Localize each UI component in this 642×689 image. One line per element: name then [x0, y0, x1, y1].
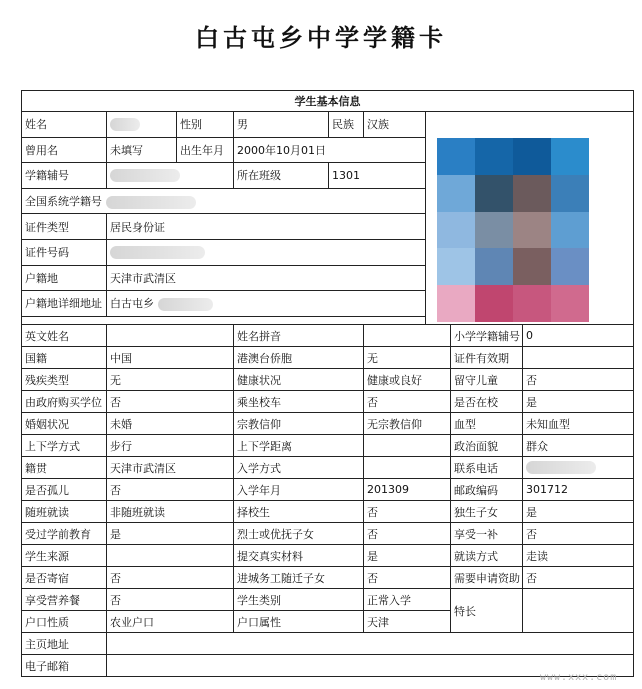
photo-tile: [551, 248, 589, 285]
class-label: 所在班级: [234, 163, 329, 189]
grid-label: 提交真实材料: [234, 545, 364, 567]
photo-tile: [475, 138, 513, 175]
grid-row: [22, 501, 634, 523]
grid-label: 姓名拼音: [234, 325, 364, 347]
grid-label: 户口属性: [234, 611, 364, 633]
grid-value: [107, 325, 234, 347]
photo-tile: [475, 248, 513, 285]
section-title: 学生基本信息: [22, 91, 634, 112]
grid-label: 血型: [451, 413, 523, 435]
grid-label: 需要申请资助: [451, 567, 523, 589]
grid-value: 是: [523, 501, 634, 523]
cert-no-label: 证件号码: [22, 239, 107, 265]
grid-label: 婚姻状况: [22, 413, 107, 435]
grid-label: 受过学前教育: [22, 523, 107, 545]
grid-value: 是: [523, 391, 634, 413]
name-value: [107, 112, 177, 138]
grid-row: [22, 391, 634, 413]
hukou-addr-label: 户籍地详细地址: [22, 291, 107, 317]
gender-value: 男: [234, 112, 329, 138]
photo-tile: [475, 285, 513, 322]
grid-row: [22, 435, 634, 457]
grid-label: 户口性质: [22, 611, 107, 633]
grid-value: 正常入学: [364, 589, 451, 611]
national-id-label: 全国系统学籍号: [25, 195, 102, 209]
grid-label: 国籍: [22, 347, 107, 369]
photo-tile: [437, 175, 475, 212]
grid-value: 未婚: [107, 413, 234, 435]
grid-label: 择校生: [234, 501, 364, 523]
photo-cell: [426, 112, 634, 325]
grid-label: 入学年月: [234, 479, 364, 501]
grid-label: 就读方式: [451, 545, 523, 567]
dob-label: 出生年月: [177, 137, 234, 163]
grid-value: 0: [523, 325, 634, 347]
grid-label: 入学方式: [234, 457, 364, 479]
grid-label: 证件有效期: [451, 347, 523, 369]
grid-value: 未知血型: [523, 413, 634, 435]
grid-label: 上下学距离: [234, 435, 364, 457]
photo-tile: [513, 175, 551, 212]
photo-tile: [437, 248, 475, 285]
grid-value: 否: [523, 369, 634, 391]
grid-value: 否: [107, 479, 234, 501]
email-label: 电子邮箱: [22, 655, 107, 677]
grid-row: [22, 413, 634, 435]
photo-tile: [513, 138, 551, 175]
grid-value: 步行: [107, 435, 234, 457]
grid-label: 享受营养餐: [22, 589, 107, 611]
grid-row: [22, 545, 634, 567]
grid-row: [22, 347, 634, 369]
photo-tile: [437, 285, 475, 322]
grid-value: [523, 347, 634, 369]
specialty-value: [523, 589, 634, 633]
photo-tile: [551, 138, 589, 175]
grid-value: 无: [107, 369, 234, 391]
grid-row: [22, 523, 634, 545]
grid-value: 301712: [523, 479, 634, 501]
grid-value: 走读: [523, 545, 634, 567]
grid-row: [22, 369, 634, 391]
page-title: 白古屯乡中学学籍卡: [195, 24, 447, 52]
grid-row: [22, 325, 634, 347]
grid-label: 英文姓名: [22, 325, 107, 347]
grid-label: 籍贯: [22, 457, 107, 479]
grid-value: 是: [364, 545, 451, 567]
former-name-value: 未填写: [107, 137, 177, 163]
student-photo: [437, 138, 589, 322]
hukou-addr-value: 白古屯乡: [107, 291, 426, 317]
photo-tile: [513, 248, 551, 285]
grid-row: [22, 457, 634, 479]
homepage-label: 主页地址: [22, 633, 107, 655]
hukou-value: 天津市武清区: [107, 265, 426, 291]
grid-value: 否: [107, 391, 234, 413]
photo-tile: [513, 285, 551, 322]
grid-value: 非随班就读: [107, 501, 234, 523]
ethnicity-value: 汉族: [364, 112, 426, 138]
national-id-value: [106, 196, 196, 209]
grid-row: [22, 479, 634, 501]
photo-tile: [551, 212, 589, 249]
photo-tile: [513, 212, 551, 249]
grid-value: 无: [364, 347, 451, 369]
grid-value: 健康或良好: [364, 369, 451, 391]
name-label: 姓名: [22, 112, 107, 138]
former-name-label: 曾用名: [22, 137, 107, 163]
grid-value: 否: [107, 589, 234, 611]
grid-label: 乘坐校车: [234, 391, 364, 413]
grid-label: 港澳台侨胞: [234, 347, 364, 369]
aux-id-label: 学籍辅号: [22, 163, 107, 189]
grid-value: 农业户口: [107, 611, 234, 633]
grid-value: 无宗教信仰: [364, 413, 451, 435]
dob-value: 2000年10月01日: [234, 137, 426, 163]
grid-label: 残疾类型: [22, 369, 107, 391]
photo-tile: [437, 138, 475, 175]
photo-tile: [551, 285, 589, 322]
grid-label: 政治面貌: [451, 435, 523, 457]
grid-label: 独生子女: [451, 501, 523, 523]
grid-label: 宗教信仰: [234, 413, 364, 435]
grid-value: 中国: [107, 347, 234, 369]
watermark: www.xxx.com: [540, 672, 618, 683]
photo-tile: [551, 175, 589, 212]
class-value: 1301: [329, 163, 426, 189]
hukou-label: 户籍地: [22, 265, 107, 291]
grid-label: 是否寄宿: [22, 567, 107, 589]
grid-row: [22, 567, 634, 589]
grid-value: 否: [364, 391, 451, 413]
grid-value: 否: [523, 523, 634, 545]
grid-value: 天津市武清区: [107, 457, 234, 479]
photo-tile: [437, 212, 475, 249]
national-id-row: [22, 188, 426, 214]
photo-tile: [475, 212, 513, 249]
grid-label: 上下学方式: [22, 435, 107, 457]
grid-value: 201309: [364, 479, 451, 501]
grid-label: 邮政编码: [451, 479, 523, 501]
cert-type-value: 居民身份证: [107, 214, 426, 240]
grid-value: [364, 435, 451, 457]
grid-value: [364, 457, 451, 479]
cert-no-value: [107, 239, 426, 265]
grid-value: 否: [523, 567, 634, 589]
grid-value: 天津: [364, 611, 451, 633]
grid-value: 是: [107, 523, 234, 545]
grid-label: 烈士或优抚子女: [234, 523, 364, 545]
cert-type-label: 证件类型: [22, 214, 107, 240]
grid-label: 进城务工随迁子女: [234, 567, 364, 589]
aux-id-value: [107, 163, 234, 189]
grid-label: 联系电话: [451, 457, 523, 479]
photo-tile: [475, 175, 513, 212]
student-record-table: [21, 90, 634, 677]
spacer-row: [22, 316, 426, 324]
grid-value: 否: [364, 523, 451, 545]
grid-value: [364, 325, 451, 347]
grid-value: [523, 457, 634, 479]
grid-label: 是否孤儿: [22, 479, 107, 501]
grid-value: 否: [364, 567, 451, 589]
grid-label: 留守儿童: [451, 369, 523, 391]
grid-value: 群众: [523, 435, 634, 457]
grid-label: 学生类别: [234, 589, 364, 611]
grid-label: 随班就读: [22, 501, 107, 523]
homepage-value: [107, 633, 634, 655]
ethnicity-label: 民族: [329, 112, 364, 138]
grid-label: 学生来源: [22, 545, 107, 567]
grid-label: 由政府购买学位: [22, 391, 107, 413]
grid-value: 否: [364, 501, 451, 523]
grid-value: 否: [107, 567, 234, 589]
specialty-label: 特长: [451, 589, 523, 633]
gender-label: 性别: [177, 112, 234, 138]
grid-label: 享受一补: [451, 523, 523, 545]
grid-label: 健康状况: [234, 369, 364, 391]
grid-value: [107, 545, 234, 567]
grid-label: 是否在校: [451, 391, 523, 413]
grid-label: 小学学籍辅号: [451, 325, 523, 347]
